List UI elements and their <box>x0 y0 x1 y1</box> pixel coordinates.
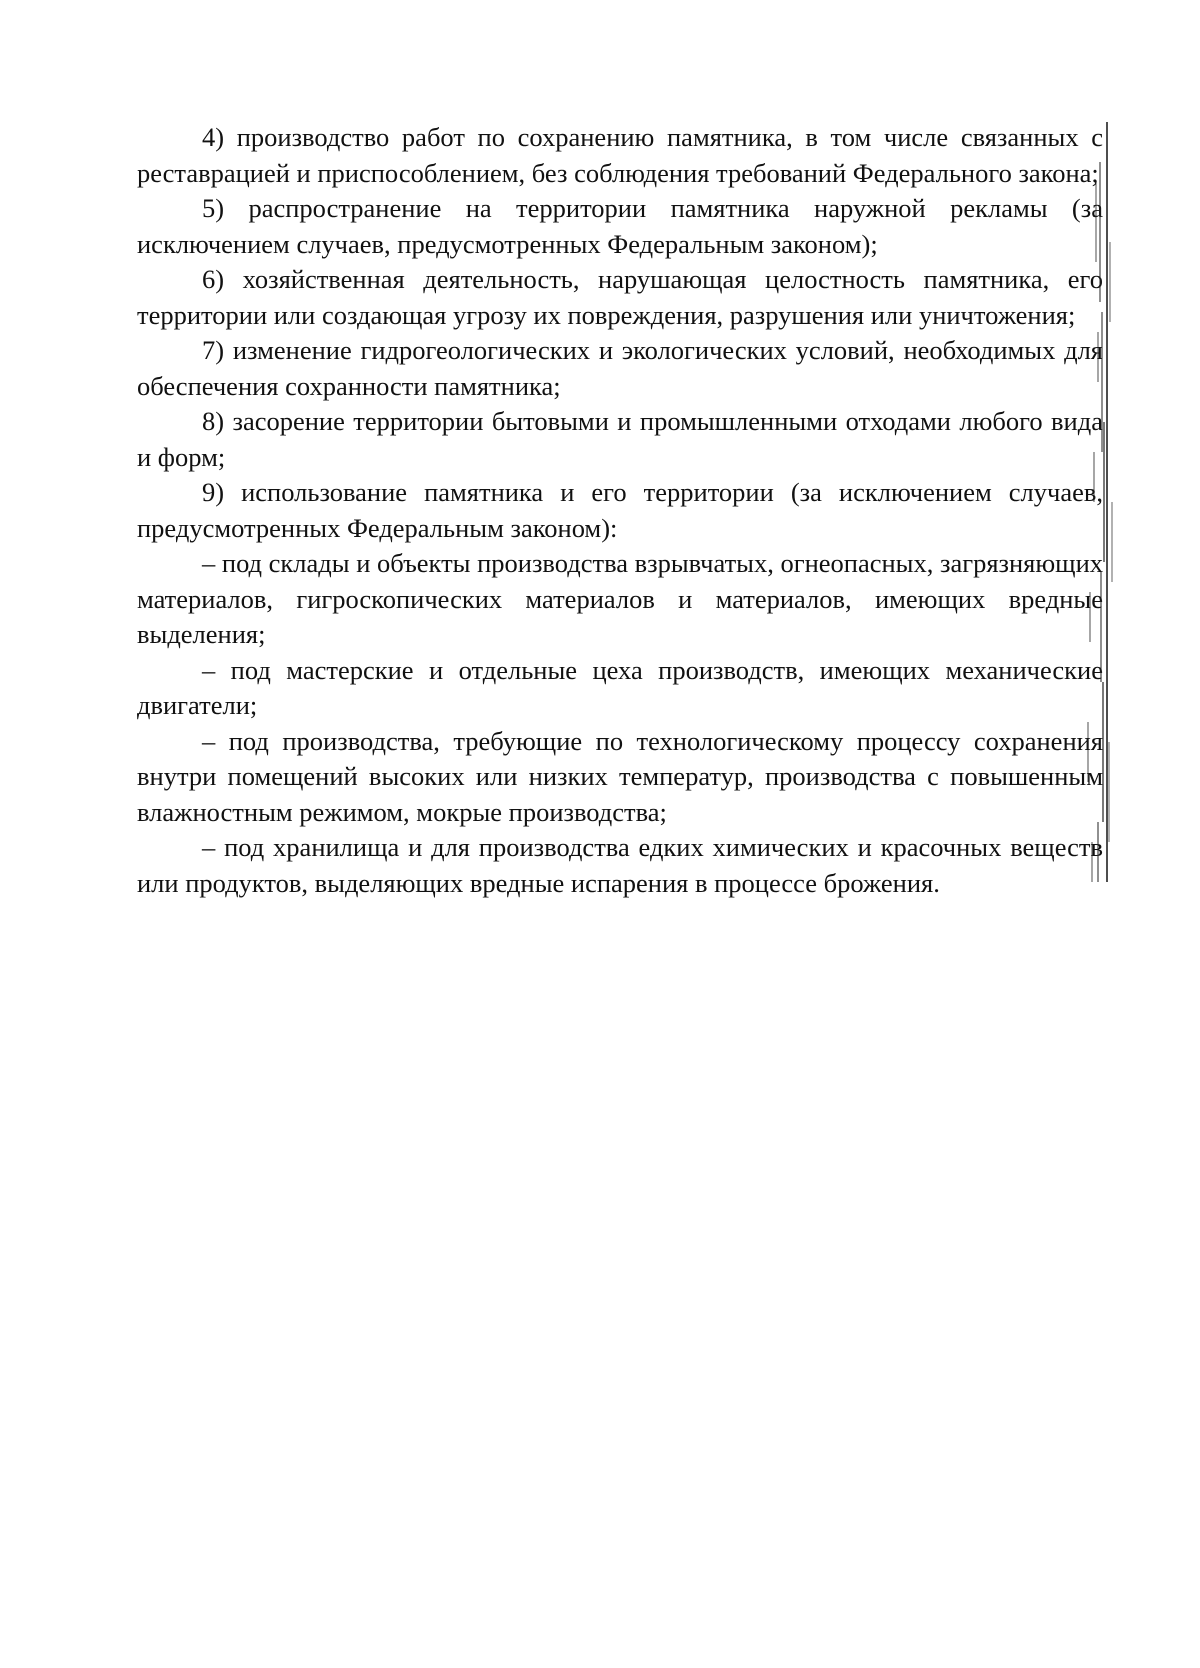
paragraph-item-5: 5) распространение на территории памятника наружной рекламы (за исключением случаев, предусмотренных Федеральным законом); <box>137 193 1103 259</box>
paragraph-item-9: 9) использование памятника и его территории (за исключением случаев, предусмотренных Федеральным законом): <box>137 477 1103 543</box>
paragraph-subitem-chemical-storage: – под хранилища и для производства едких химических и красочных веществ или продуктов, выделяющих вредные испарения в процессе брожения. <box>137 832 1103 898</box>
document-body <box>137 120 1103 901</box>
paragraph-subitem-workshops: – под мастерские и отдельные цеха производств, имеющих механические двигатели; <box>137 654 1103 720</box>
paragraph-subitem-warehouses: – под склады и объекты производства взрывчатых, огнеопасных, загрязняющих материалов, гигроскопических материалов и материалов, имеющих вредные выделения; <box>137 548 1103 649</box>
paragraph-item-4: 4) производство работ по сохранению памятника, в том числе связанных с реставрацией и приспособлением, без соблюдения требований Федерального закона; <box>137 122 1103 188</box>
paragraph-subitem-temperature-production: – под производства, требующие по технологическому процессу сохранения внутри помещений высоких или низких температур, производства с повышенным влажностным режимом, мокрые производства; <box>137 725 1103 827</box>
paragraph-item-6: 6) хозяйственная деятельность, нарушающая целостность памятника, его территории или создающая угрозу их повреждения, разрушения или уничтожения; <box>137 264 1103 330</box>
paragraph-item-8: 8) засорение территории бытовыми и промышленными отходами любого вида и форм; <box>137 406 1103 472</box>
paragraph-item-7: 7) изменение гидрогеологических и экологических условий, необходимых для обеспечения сохранности памятника; <box>137 335 1103 401</box>
